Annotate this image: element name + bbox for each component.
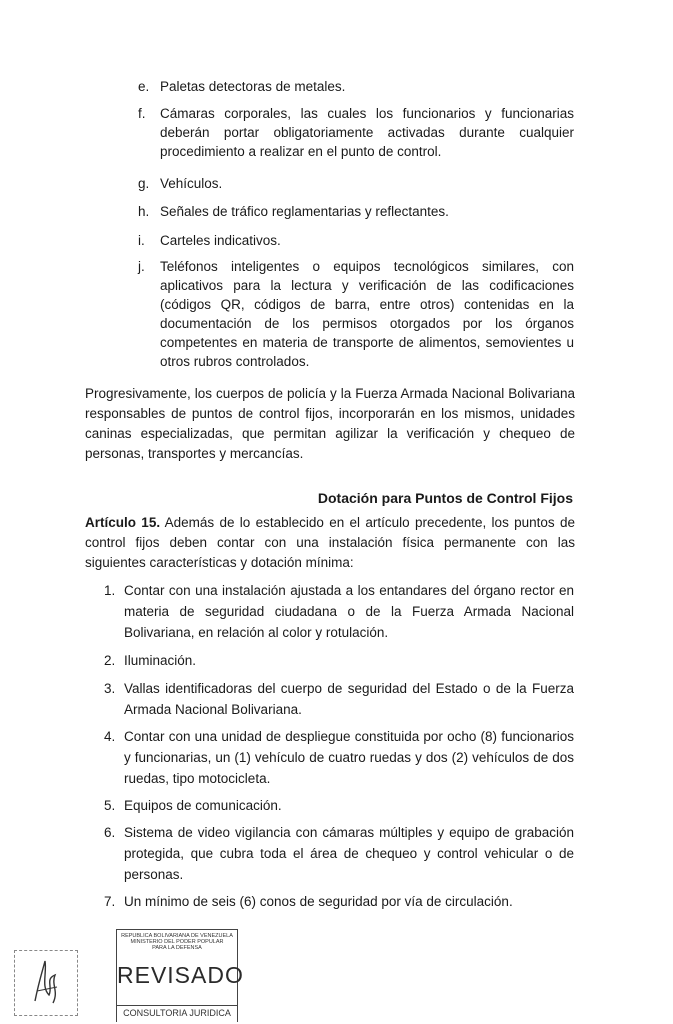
numbered-item-3	[104, 678, 574, 720]
stamp-line: REPUBLICA BOLIVARIANA DE VENEZUELA	[121, 933, 233, 939]
list-item-label: g.	[138, 176, 150, 191]
numbered-item-text: Contar con una instalación ajustada a los entandares del órgano rector en materia de seguridad ciudadana o de la Fuerza Armada Nacional Bolivariana, en relación al color y rotulación.	[124, 583, 574, 640]
numbered-item-5	[104, 795, 574, 816]
body-paragraph: Progresivamente, los cuerpos de policía y la Fuerza Armada Nacional Bolivariana responsables de puntos de control fijos, incorporarán en los mismos, unidades caninas especializadas, que permitan agilizar la verificación y chequeo de personas, transportes y mercancías.	[85, 386, 575, 461]
numbered-item-label: 6.	[104, 825, 116, 840]
list-item-text: Teléfonos inteligentes o equipos tecnológicos similares, con aplicativos para la lectura y verificación de las codificaciones (códigos QR, códigos de barra, entre otros) contenidas en la documentación de los permisos otorgados por los órganos competentes en materia de transporte de alimentos, semovientes u otros rubros controlados.	[160, 259, 574, 369]
numbered-item-label: 2.	[104, 653, 116, 668]
list-item-text: Carteles indicativos.	[160, 233, 281, 248]
list-item-label: e.	[138, 79, 150, 94]
list-item-text: Cámaras corporales, las cuales los funcionarios y funcionarias deberán portar obligatoriamente activadas durante cualquier procedimiento a realizar en el punto de control.	[160, 106, 574, 159]
numbered-item-text: Contar con una unidad de despliegue constituida por ocho (8) funcionarios y funcionarias, un (1) vehículo de cuatro ruedas y dos (2) vehículos de dos ruedas, tipo motocicleta.	[124, 729, 574, 786]
list-item-label: i.	[138, 233, 145, 248]
numbered-item-label: 1.	[104, 583, 116, 598]
list-item-label: j.	[138, 259, 145, 274]
numbered-item-text: Equipos de comunicación.	[124, 798, 282, 813]
list-item-g	[138, 174, 574, 193]
list-item-e	[138, 77, 574, 96]
list-item-text: Paletas detectoras de metales.	[160, 79, 346, 94]
stamp-main-text: REVISADO	[117, 962, 244, 988]
article-paragraph	[85, 513, 575, 573]
numbered-item-2	[104, 650, 574, 671]
numbered-item-label: 5.	[104, 798, 116, 813]
numbered-item-text: Un mínimo de seis (6) conos de seguridad por vía de circulación.	[124, 894, 513, 909]
signature-icon	[15, 951, 77, 1015]
stamp-bottom-text: CONSULTORIA JURIDICA	[117, 1005, 237, 1018]
numbered-item-text: Sistema de video vigilancia con cámaras múltiples y equipo de grabación protegida, que cubra toda el área de chequeo y control vehicular o de personas.	[124, 825, 574, 882]
numbered-item-label: 3.	[104, 681, 116, 696]
stamp-line: PARA LA DEFENSA	[152, 945, 202, 951]
numbered-item-label: 4.	[104, 729, 116, 744]
article-text: Además de lo establecido en el artículo precedente, los puntos de control fijos deben contar con una instalación física permanente con las siguientes características y dotación mínima:	[85, 515, 575, 570]
numbered-item-4	[104, 726, 574, 789]
list-item-label: f.	[138, 106, 146, 121]
numbered-item-7	[104, 891, 574, 912]
list-item-f	[138, 104, 574, 161]
signature-box	[14, 950, 78, 1016]
list-item-text: Señales de tráfico reglamentarias y reflectantes.	[160, 204, 449, 219]
numbered-item-label: 7.	[104, 894, 116, 909]
list-item-i	[138, 231, 574, 250]
list-item-h	[138, 202, 574, 221]
numbered-item-1	[104, 580, 574, 643]
numbered-item-6	[104, 822, 574, 885]
revisado-stamp	[116, 929, 244, 1022]
list-item-j	[138, 257, 574, 371]
stamp-header	[117, 933, 237, 951]
article-label: Artículo 15.	[85, 515, 161, 530]
list-item-text: Vehículos.	[160, 176, 223, 191]
list-item-label: h.	[138, 204, 150, 219]
numbered-item-text: Iluminación.	[124, 653, 197, 668]
stamp-line: MINISTERIO DEL PODER POPULAR	[130, 939, 224, 945]
section-heading: Dotación para Puntos de Control Fijos	[317, 490, 573, 506]
numbered-item-text: Vallas identificadoras del cuerpo de seguridad del Estado o de la Fuerza Armada Nacional Bolivariana.	[124, 681, 574, 717]
